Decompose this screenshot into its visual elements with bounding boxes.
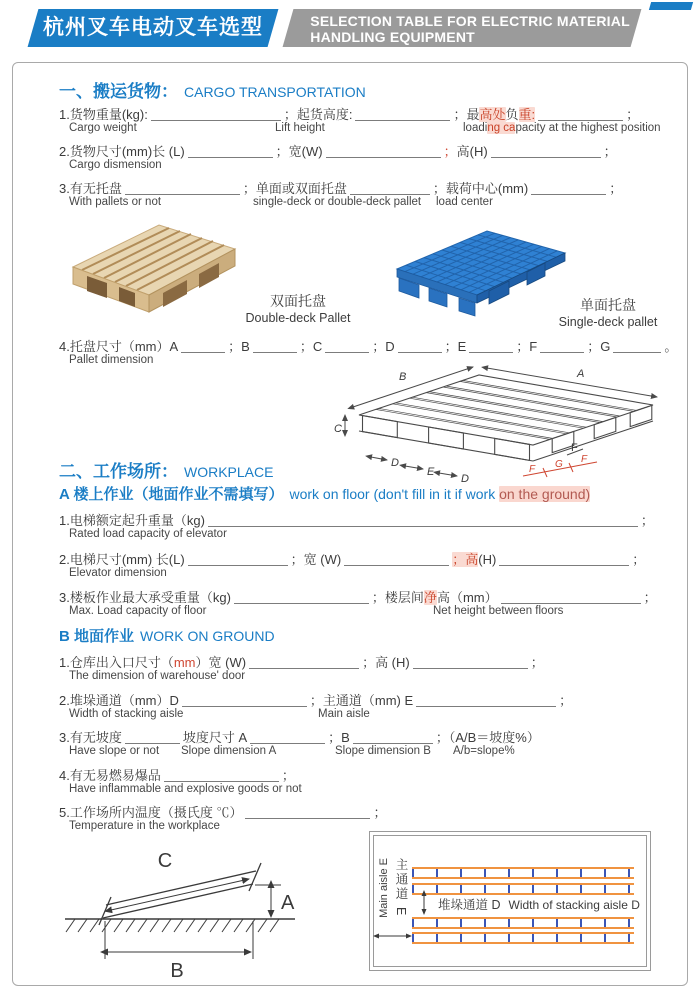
section1-heading-cn: 一、搬运货物： — [59, 82, 178, 101]
blank-elevator-height[interactable] — [499, 553, 629, 566]
double-deck-pallet-label — [233, 291, 363, 325]
blank-pallet-dim-e[interactable] — [469, 340, 513, 353]
blank-cargo-height[interactable] — [491, 145, 601, 158]
cargo-weight-subline — [13, 122, 687, 136]
rack-row — [412, 867, 634, 879]
cargo-dimension-label: 2.货物尺寸(mm)长 (L) — [59, 144, 185, 159]
temperature-line — [59, 802, 386, 821]
section2a-heading-en: work on floor (don't fill in it if work on the ground) — [289, 486, 591, 502]
blank-door-width[interactable] — [249, 656, 359, 669]
section2-heading — [59, 457, 273, 482]
blank-main-aisle[interactable] — [416, 694, 556, 707]
label-g: ；G — [587, 339, 611, 354]
label-c: ；C — [299, 339, 323, 354]
page-title-en-line1: SELECTION TABLE FOR ELECTRIC MATERIAL — [310, 13, 630, 29]
semicolon: ； — [640, 513, 654, 528]
blank-slope-b[interactable] — [353, 731, 433, 744]
slope-label-a: A — [281, 892, 295, 914]
net-height-sub: Net height between floors — [433, 605, 564, 617]
blank-cargo-weight[interactable] — [151, 108, 281, 121]
floor-load-subline — [13, 605, 687, 619]
stacking-aisle-line — [59, 690, 572, 709]
blank-lift-height[interactable] — [355, 108, 450, 121]
blank-load-capacity-highest[interactable] — [538, 108, 623, 121]
section1-heading — [59, 77, 366, 102]
stacking-aisle-subline — [13, 708, 687, 722]
slope-label-b: B — [170, 960, 184, 982]
drawing-label-f-black: F — [571, 442, 578, 454]
elevator-dimension-subline — [13, 567, 687, 581]
slope-subline — [13, 745, 687, 759]
section2-heading-cn: 二、工作场所： — [59, 462, 178, 481]
drawing-label-f1-red: F — [529, 464, 536, 475]
slope-label-c: C — [157, 850, 173, 872]
section1-heading-en: CARGO TRANSPORTATION — [184, 84, 366, 100]
drawing-label-c: C — [334, 423, 342, 435]
deck-type-sub: single-deck or double-deck pallet — [253, 196, 422, 208]
load-capacity-sub: loading capacity at the highest position — [463, 122, 661, 134]
blank-elevator-length[interactable] — [188, 553, 288, 566]
slope-line — [59, 727, 540, 746]
label-e: ；E — [444, 339, 467, 354]
title-banner-cn — [28, 9, 279, 47]
stacking-aisle-sub: Width of stacking aisle — [69, 708, 184, 720]
elevator-dimension-label: 2.电梯尺寸(mm) 长(L) — [59, 552, 185, 567]
temperature-sub: Temperature in the workplace — [69, 820, 220, 832]
elevator-load-line — [59, 510, 654, 529]
double-deck-pallet-en: Double-deck Pallet — [245, 311, 351, 325]
blank-cargo-width[interactable] — [326, 145, 441, 158]
form-border — [12, 62, 688, 986]
stacking-aisle-label: 2.堆垛通道（mm）D — [59, 693, 179, 708]
drawing-label-d1: D — [391, 457, 399, 469]
pallet-dimension-line — [59, 336, 677, 355]
blank-slope-a[interactable] — [250, 731, 325, 744]
blank-stacking-aisle[interactable] — [182, 694, 307, 707]
semicolon: ； — [603, 144, 617, 159]
lift-height-sub: Lift height — [275, 122, 325, 134]
main-aisle-arrow — [376, 931, 414, 941]
section2a-heading-cn: A 楼上作业（地面作业不需填写） — [59, 486, 284, 503]
slope-dim-a-sub: Slope dimension A — [181, 745, 277, 757]
elevator-load-label: 1.电梯额定起升重量（kg) — [59, 513, 205, 528]
header-accent-bar — [649, 2, 693, 10]
semicolon: ； — [530, 655, 544, 670]
rack-row — [412, 932, 634, 944]
drawing-label-a: A — [577, 368, 585, 380]
load-center-sub: load center — [436, 196, 493, 208]
blank-elevator-width[interactable] — [344, 553, 449, 566]
title-banner-en — [283, 9, 642, 47]
slope-formula-label: ；（A/B＝坡度%） — [435, 730, 540, 745]
slope-dim-b-label: ；B — [328, 730, 350, 745]
drawing-label-f2-red: F — [581, 454, 588, 465]
door-height-label: ；高 (H) — [362, 655, 410, 670]
semicolon: ； — [632, 552, 646, 567]
blank-have-slope[interactable] — [125, 731, 180, 744]
blank-pallet-dim-g[interactable] — [613, 340, 661, 353]
have-slope-label: 3.有无坡度 — [59, 730, 122, 745]
elevator-height-label: (H) — [478, 552, 497, 567]
blank-inflammable[interactable] — [164, 769, 279, 782]
semicolon: ； — [609, 181, 623, 196]
inflammable-sub: Have inflammable and explosive goods or not — [69, 783, 302, 795]
blank-pallet-dim-a[interactable] — [181, 340, 225, 353]
double-deck-pallet-cn: 双面托盘 — [270, 293, 326, 309]
blank-cargo-length[interactable] — [188, 145, 273, 158]
pallet-line — [59, 178, 622, 197]
cargo-dimension-line — [59, 141, 617, 160]
slope-formula-sub: A/b=slope% — [453, 745, 515, 757]
net-height-label: ；楼层间净高（mm） — [371, 590, 498, 605]
main-aisle-label: ；主通道（mm) E — [309, 693, 414, 708]
floor-load-label: 3.楼板作业最大承受重量（kg) — [59, 590, 231, 605]
load-center-label: ；载荷中心(mm) — [432, 181, 529, 196]
cargo-weight-sub: Cargo weight — [69, 122, 137, 134]
elevator-width-label: ；宽 (W) — [290, 552, 342, 567]
page-title-cn: 杭州叉车电动叉车选型 — [43, 16, 263, 39]
page-title-en-line2: HANDLING EQUIPMENT — [310, 29, 475, 45]
elevator-height-red: ；高 — [452, 552, 479, 567]
blank-elevator-load[interactable] — [208, 514, 638, 527]
have-slope-sub: Have slope or not — [69, 745, 160, 757]
drawing-label-d2: D — [461, 473, 469, 485]
with-pallets-sub: With pallets or not — [69, 196, 162, 208]
section2b-heading-en: WORK ON GROUND — [140, 628, 275, 644]
label-d: ；D — [372, 339, 395, 354]
semicolon: ； — [643, 590, 657, 605]
stacking-aisle-label-en: Width of stacking aisle D — [508, 898, 640, 912]
semicolon: ； — [373, 805, 387, 820]
blank-door-height[interactable] — [413, 656, 528, 669]
warehouse-door-subline — [13, 670, 687, 684]
stacking-aisle-arrow — [418, 893, 430, 916]
blank-floor-net-height[interactable] — [501, 591, 641, 604]
slope-dim-a-label: 坡度尺寸 A — [182, 730, 248, 745]
section2b-heading-cn: B 地面作业 — [59, 628, 135, 645]
slope-dim-b-sub: Slope dimension B — [335, 745, 431, 757]
elevator-dimension-line — [59, 549, 645, 568]
inflammable-label: 4.有无易燃易爆品 — [59, 768, 161, 783]
single-deck-pallet-cn: 单面托盘 — [580, 297, 636, 313]
blank-pallet-dim-c[interactable] — [325, 340, 369, 353]
drawing-label-b: B — [399, 371, 407, 383]
deck-type-label: ；单面或双面托盘 — [242, 181, 347, 196]
warehouse-door-sub: The dimension of warehouse' door — [69, 670, 246, 682]
rack-row — [412, 917, 634, 929]
semicolon: ； — [559, 693, 573, 708]
main-aisle-en-vertical: Main aisle E — [378, 858, 390, 918]
label-f: ；F — [516, 339, 538, 354]
section2-heading-en: WORKPLACE — [184, 464, 274, 480]
drawing-label-e: E — [427, 466, 435, 478]
blank-load-center[interactable] — [531, 182, 606, 195]
inflammable-subline — [13, 783, 687, 797]
cargo-width-label: ；宽(W) — [275, 144, 323, 159]
stacking-aisle-label — [438, 895, 640, 914]
blank-pallet-deck-type[interactable] — [350, 182, 430, 195]
drawing-label-g-red: G — [555, 459, 563, 470]
main-aisle-cn-vertical: 主通道 E — [394, 858, 408, 918]
section2b-heading — [59, 625, 275, 646]
aisle-diagram — [369, 831, 651, 971]
section2a-heading — [59, 483, 590, 504]
load-capacity-label: ；最高处负重: — [453, 107, 536, 122]
temperature-label: 5.工作场所内温度（摄氏度 ℃） — [59, 805, 243, 820]
cargo-dimension-sub: Cargo dismension — [69, 159, 162, 171]
blank-with-pallets[interactable] — [125, 182, 240, 195]
blank-pallet-dim-f[interactable] — [540, 340, 584, 353]
cargo-dimension-subline — [13, 159, 687, 173]
single-deck-pallet-label — [543, 295, 673, 329]
pallet-dimension-sub: Pallet dimension — [69, 354, 154, 366]
semicolon: ； — [626, 107, 640, 122]
warehouse-door-line — [59, 652, 544, 671]
elevator-load-sub: Rated load capacity of elevator — [69, 528, 227, 540]
rack-row — [412, 883, 634, 895]
floor-load-line — [59, 587, 657, 606]
inflammable-line — [59, 765, 295, 784]
wooden-pallet-image — [63, 213, 243, 318]
cargo-height-label: 高(H) — [456, 144, 488, 159]
elevator-load-subline — [13, 528, 687, 542]
blank-pallet-dim-d[interactable] — [398, 340, 442, 353]
semicolon: ； — [281, 768, 295, 783]
floor-load-sub: Max. Load capacity of floor — [69, 605, 207, 617]
lift-height-label: ；起货高度: — [283, 107, 353, 122]
main-aisle-sub: Main aisle — [318, 708, 370, 720]
warehouse-door-label: 1.仓库出入口尺寸（mm）宽 (W) — [59, 655, 247, 670]
single-deck-pallet-en: Single-deck pallet — [558, 315, 658, 329]
slope-diagram — [53, 841, 303, 981]
pallet-drawing — [331, 363, 671, 483]
cargo-weight-label: 1.货物重量(kg): — [59, 107, 148, 122]
period: 。 — [664, 339, 678, 354]
elevator-dimension-sub: Elevator dimension — [69, 567, 167, 579]
pallet-dimension-label: 4.托盘尺寸（mm）A — [59, 339, 179, 354]
with-pallets-label: 3.有无托盘 — [59, 181, 122, 196]
pallet-subline — [13, 196, 687, 210]
cargo-weight-line — [59, 104, 639, 123]
blank-temperature[interactable] — [245, 806, 370, 819]
blank-floor-max-load[interactable] — [234, 591, 369, 604]
label-b: ；B — [228, 339, 250, 354]
red-semicolon: ； — [443, 144, 457, 159]
blank-pallet-dim-b[interactable] — [253, 340, 297, 353]
stacking-aisle-label-cn: 堆垛通道 D — [438, 898, 501, 912]
